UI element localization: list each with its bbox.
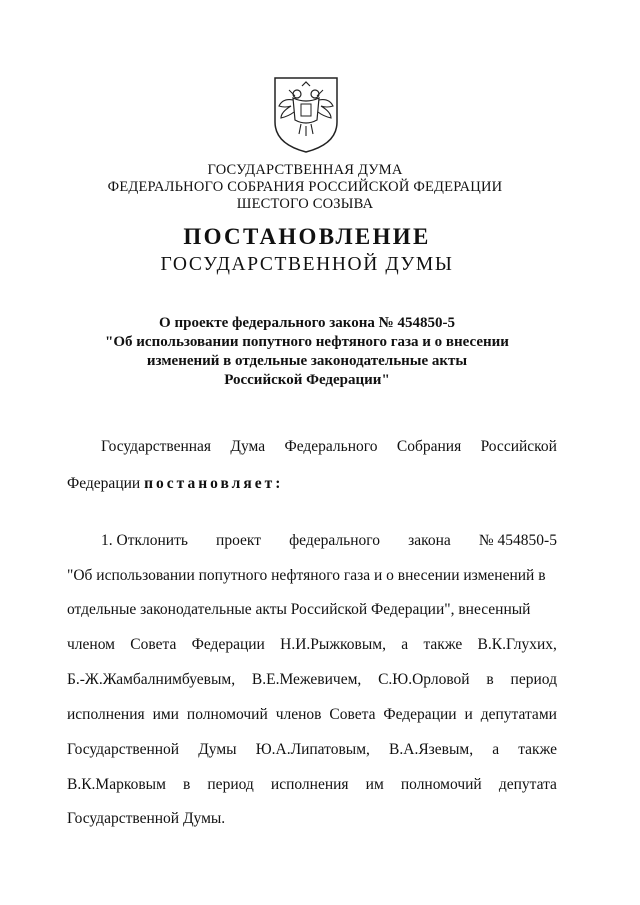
para1-word: также [423,636,463,653]
para1-word: полномочий [186,706,268,723]
para1-line-7 [67,740,557,760]
para1-word: Б.-Ж.Жамбалнимбуевым, [67,671,236,688]
preamble-word: Собрания [396,438,462,455]
coat-of-arms-icon [271,74,341,154]
para1-line-5 [67,670,557,690]
para1-word: Ю.А.Липатовым, [255,741,370,758]
para1-word: в [182,776,191,793]
preamble-word: Дума [230,438,266,455]
para1-word: членом [67,636,115,653]
preamble-word: Государственная [101,438,212,455]
para1-word: исполнения [67,706,145,723]
para1-word: исполнения [270,776,349,793]
preamble-word: Федерального [284,438,378,455]
para1-line-3: отдельные законодательные акты Российской Федерации", внесенный [67,601,531,618]
para1-line-2: "Об использовании попутного нефтяного газа и о внесении изменений в [67,567,546,584]
para1-word: В.К.Глухих, [477,636,557,653]
para1-word: а [401,636,409,653]
bill-title-line-4: Российской Федерации" [224,372,390,388]
para1-word: депутата [498,776,557,793]
para1-word: депутатами [480,706,557,723]
para1-line-6 [67,705,557,725]
para1-word: федерального [289,532,380,549]
para1-word: В.К.Марковым [67,776,166,793]
para1-word: ими [152,706,179,723]
para1-word: полномочий [400,776,482,793]
para1-word: Федерации [383,706,457,723]
preamble-line-2 [67,474,557,494]
bill-title-line-3: изменений в отдельные законодательные акты [146,353,468,369]
org-line-2: ФЕДЕРАЛЬНОГО СОБРАНИЯ РОССИЙСКОЙ ФЕДЕРАЦИИ [107,179,503,195]
para1-word: им [365,776,384,793]
para1-word: № 454850-5 [478,532,557,549]
para1-word: 1. Отклонить [101,532,188,549]
para1-word: Федерации [191,636,265,653]
para1-word: период [207,776,254,793]
document-subtitle: ГОСУДАРСТВЕННОЙ ДУМЫ [160,254,454,275]
para1-word: закона [408,532,451,549]
para1-word: и [464,706,473,723]
para1-word: С.Ю.Орловой [378,671,470,688]
org-line-1: ГОСУДАРСТВЕННАЯ ДУМА [207,162,403,178]
para1-word: Н.И.Рыжковым, [280,636,386,653]
para1-line-1 [101,531,557,551]
para1-line-9: Государственной Думы. [67,810,226,827]
para1-word: В.А.Язевым, [389,741,474,758]
para1-line-8 [67,775,557,795]
preamble-word: Федерации [67,475,141,492]
para1-word: в [486,671,494,688]
para1-word: Думы [198,741,237,758]
para1-word: также [518,741,557,758]
preamble-line-1 [101,437,557,457]
org-line-3: ШЕСТОГО СОЗЫВА [236,196,374,212]
para1-word: В.Е.Межевичем, [251,671,362,688]
para1-word: период [510,671,557,688]
bill-title-line-2: "Об использовании попутного нефтяного газа и о внесении [105,334,509,350]
resolves-word: постановляет: [144,475,284,492]
para1-word: Совета [329,706,376,723]
bill-title-line-1: О проекте федерального закона № 454850-5 [159,315,455,331]
document-title: ПОСТАНОВЛЕНИЕ [183,224,431,249]
para1-word: проект [216,532,262,549]
preamble-word: Российской [480,438,557,455]
para1-line-4 [67,635,557,655]
para1-word: Совета [130,636,177,653]
para1-word: а [492,741,500,758]
para1-word: членов [275,706,322,723]
para1-word: Государственной [67,741,180,758]
